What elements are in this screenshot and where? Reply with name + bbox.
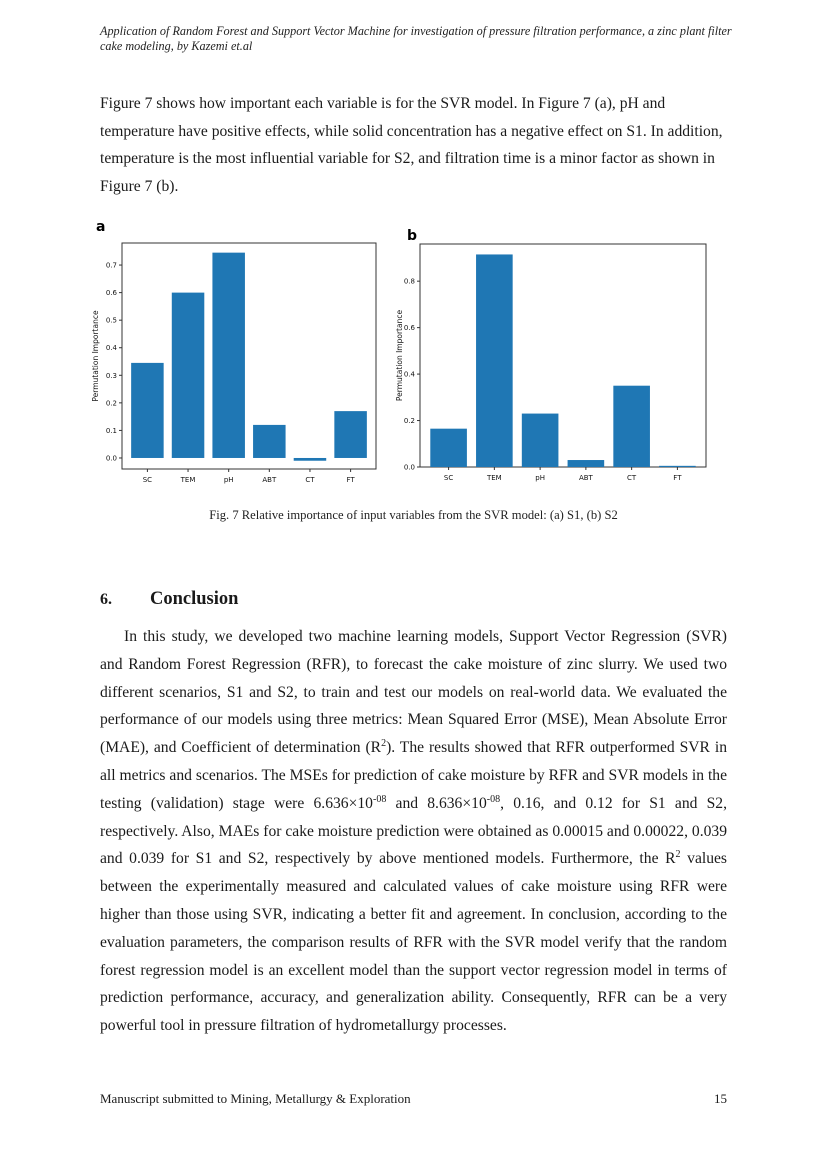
figure-caption: Fig. 7 Relative importance of input variables from the SVR model: (a) S1, (b) S2 [209,508,618,522]
section-heading [100,589,238,610]
x-tick-label: pH [223,476,234,484]
conclusion-text-5: values between the experimentally measured and calculated values of cake moisture using RFR were higher than those using SVR, indicating a better fit and agreement. In conclusion, according to the evaluation parameters, the comparison results of RFR with the SVR model verify that the random forest regression model is an excellent model than the support vector regression model in terms of prediction performance, accuracy, and generalization ability. Consequently, RFR can be a very powerful tool in pressure filtration of hydrometallurgy processes. [100,850,727,1035]
chart-a-s1 [85,240,385,490]
bar-tem [172,293,205,458]
y-axis-label: Permutation Importance [91,310,100,402]
y-tick-label: 0.5 [105,316,117,325]
conclusion-text-4: , 0.16, and 0.12 for S1 and S2, respectively. Also, MAEs for cake moisture prediction were obtained as 0.00015 and 0.00022, 0.039 and 0.039 for S1 and S2, respectively by above mentioned models. Furthermore, the R [100,794,727,868]
conclusion-text-3: and 8.636×10 [386,794,487,812]
x-tick-label: SC [142,476,153,484]
section-title: Conclusion [150,589,239,609]
y-tick-label: 0.6 [403,324,415,333]
superscript: -08 [486,793,501,805]
y-tick-label: 0.4 [403,370,415,379]
bar-ft [334,411,367,458]
conclusion-paragraph [100,623,727,1040]
y-tick-label: 0.4 [105,344,117,353]
y-tick-label: 0.3 [105,371,117,380]
y-tick-label: 0.0 [403,463,415,472]
chart-b-s2 [390,240,715,490]
bar-sc [131,363,164,458]
bar-tem [476,254,513,467]
superscript: 2 [675,849,681,861]
bar-ph [212,253,245,458]
bar-ct [613,386,650,467]
bar-sc [430,429,467,467]
y-axis-label: Permutation Importance [395,309,404,402]
y-tick-label: 0.7 [105,261,117,270]
bar-ph [522,414,559,467]
x-tick-label: ABT [578,474,593,482]
page-footer [100,1091,727,1107]
superscript: -08 [372,793,387,805]
x-tick-label: pH [535,474,545,482]
intro-paragraph-text: Figure 7 shows how important each variable is for the SVR model. In Figure 7 (a), pH and temperature have positive effects, while solid concentration has a negative effect on S1. In addition, temperature is the most influential variable for S2, and filtration time is a minor factor as shown in Figure 7 (b). [100,95,723,195]
bar-ct [294,458,327,461]
x-tick-label: SC [443,474,454,482]
y-tick-label: 0.6 [105,289,117,298]
x-tick-label: CT [305,476,315,484]
superscript: 2 [381,738,387,749]
x-tick-label: CT [627,474,637,482]
footer-journal: Manuscript submitted to Mining, Metallurgy & Exploration [100,1091,411,1106]
section-number: 6. [100,591,112,608]
y-tick-label: 0.0 [105,454,117,463]
conclusion-text-2: ). The results showed that RFR outperformed SVR in all metrics and scenarios. The MSEs for prediction of cake moisture by RFR and SVR models in the testing (validation) stage were 6.636×10 [100,739,727,812]
panel-label-a: a [96,219,106,235]
x-tick-label: ABT [262,476,277,484]
bar-ft [659,466,696,467]
y-tick-label: 0.8 [403,277,415,286]
bar-abt [568,460,605,467]
bar-abt [253,425,286,458]
x-tick-label: FT [346,476,355,484]
x-tick-label: FT [673,474,682,482]
page-number: 15 [714,1091,727,1106]
intro-paragraph [100,90,740,200]
panel-label-b: b [407,228,418,244]
x-tick-label: TEM [486,474,502,482]
y-tick-label: 0.2 [403,417,415,426]
running-header: Application of Random Forest and Support Vector Machine for investigation of pressure filtration performance, a zinc plant filter cake modeling, by Kazemi et.al [100,24,732,53]
conclusion-text-1: In this study, we developed two machine learning models, Support Vector Regression (SVR) and Random Forest Regression (RFR), to forecast the cake moisture of zinc slurry. We used two different scenarios, S1 and S2, to train and test our models on real-world data. We evaluated the performance of our models using three metrics: Mean Squared Error (MSE), Mean Absolute Error (MAE), and Coefficient of determination (R [100,628,727,757]
y-tick-label: 0.2 [105,399,117,408]
y-tick-label: 0.1 [105,426,117,435]
x-tick-label: TEM [180,476,196,484]
